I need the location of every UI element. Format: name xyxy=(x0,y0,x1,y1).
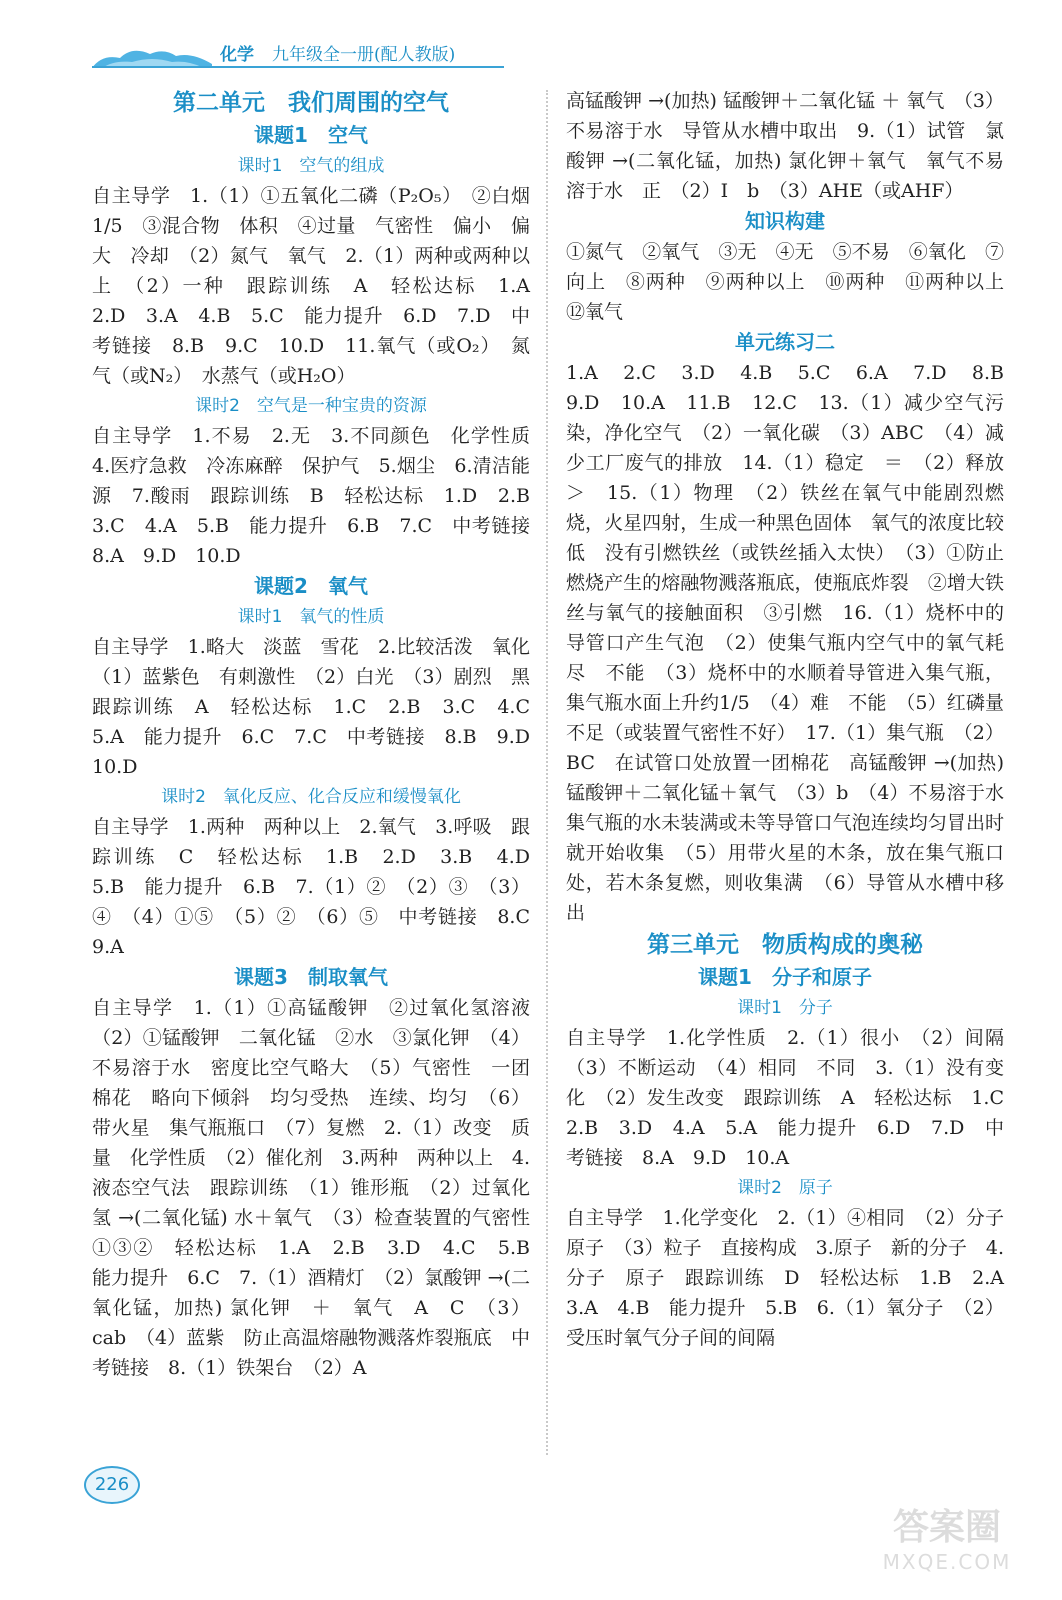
header-text xyxy=(220,40,455,65)
answer-paragraph: 自主导学 1.（1）①高锰酸钾 ②过氧化氢溶液 （2）①锰酸钾 二氧化锰 ②水 ③氯化钾 （4）不易溶于水 密度比空气略大 （5）气密性 一团棉花 略向下倾斜 均匀受热 连续、均匀 （6）带火星 集气瓶瓶口 （7）复燃 2.（1）改变 质量 化学性质 （2）催化剂 3.两种 两种以上 4.液态空气法 跟踪训练 （1）锥形瓶 （2）过氧化氢 →(二氧化锰) 水＋氧气 （3）检查装置的气密性 ①③② 轻松达标 1.A 2.B 3.D 4.C 5.B 能力提升 6.C 7.（1）酒精灯 （2）氯酸钾 →(二氧化锰，加热) 氯化钾 ＋ 氧气 A C （3）cab （4）蓝紫 防止高温熔融物溅落炸裂瓶底 中考链接 8.（1）铁架台 （2）A xyxy=(92,997,550,1379)
watermark-logo xyxy=(862,1506,1032,1586)
answer-paragraph: 自主导学 1.不易 2.无 3.不同颜色 化学性质 4.医疗急救 冷冻麻醉 保护气 5.烟尘 6.清洁能源 7.酸雨 跟踪训练 B 轻松达标 1.D 2.B 3.C 4.A 5.B 能力提升 6.B 7.C 中考链接 8.A 9.D 10.D xyxy=(92,425,550,567)
watermark-brand: 答案圈 xyxy=(892,1507,1001,1548)
answer-paragraph: 1.A 2.C 3.D 4.B 5.C 6.A 7.D 8.B 9.D 10.A 11.B 12.C 13.（1）减少空气污染，净化空气 （2）一氧化碳 （3）ABC （4）减少工厂废气的排放 14.（1）稳定 ＝ （2）释放 ＞ 15.（1）物理 （2）铁丝在氧气中能剧烈燃烧，火星四射，生成一种黑色固体 氧气的浓度比较低 没有引燃铁丝（或铁丝插入太快） （3）①防止燃烧产生的熔融物溅落瓶底，使瓶底炸裂 ②增大铁丝与氧气的接触面积 ③引燃 16.（1）烧杯中的导管口产生气泡 （2）使集气瓶内空气中的氧气耗尽 不能 （3）烧杯中的水顺着导管进入集气瓶，集气瓶水面上升约1/5 （4）难 不能 （5）红磷量不足（或装置气密性不好） 17.（1）集气瓶 （2）BC 在试管口处放置一团棉花 高锰酸钾 →(加热) 锰酸钾＋二氧化锰＋氧气 （3）b （4）不易溶于水 集气瓶的水未装满或未等导管口气泡连续均匀冒出时就开始收集 （5）用带火星的木条，放在集气瓶口处，若木条复燃，则收集满 （6）导管从水槽中移出 xyxy=(566,362,1024,924)
topic-heading: 课题2 氧气 xyxy=(254,574,368,598)
right-column xyxy=(566,86,1024,1353)
answer-paragraph: 自主导学 1.化学性质 2.（1）很小 （2）间隔 （3）不断运动 （4）相同 不同 3.（1）没有变化 （2）发生改变 跟踪训练 A 轻松达标 1.C 2.B 3.D 4.A 5.A 能力提升 6.D 7.D 中考链接 8.A 9.D 10.A xyxy=(566,1027,1024,1169)
answer-paragraph: 自主导学 1.两种 两种以上 2.氧气 3.呼吸 跟踪训练 C 轻松达标 1.B 2.D 3.B 4.D 5.B 能力提升 6.B 7.（1）② （2）③ （3）④ （4）①⑤ （5）② （6）⑤ 中考链接 8.C 9.A xyxy=(92,816,550,958)
subject-label: 化学 xyxy=(220,45,254,65)
lesson-heading: 课时2 氧化反应、化合反应和缓慢氧化 xyxy=(161,787,461,807)
answer-paragraph: 自主导学 1.略大 淡蓝 雪花 2.比较活泼 氧化 （1）蓝紫色 有刺激性 （2）白光 （3）剧烈 黑 跟踪训练 A 轻松达标 1.C 2.B 3.C 4.C 5.A 能力提升 6.C 7.C 中考链接 8.B 9.D 10.D xyxy=(92,636,550,778)
unit-heading: 第三单元 物质构成的奥秘 xyxy=(647,932,923,958)
lesson-heading: 课时2 空气是一种宝贵的资源 xyxy=(195,396,427,416)
topic-heading: 单元练习二 xyxy=(735,330,835,354)
answer-paragraph: 高锰酸钾 →(加热) 锰酸钾＋二氧化锰 ＋ 氧气 （3）不易溶于水 导管从水槽中取出 9.（1）试管 氯酸钾 →(二氧化锰，加热) 氯化钾＋氧气 氧气不易溶于水 正 （2）I b （3）AHE（或AHF） xyxy=(566,90,1004,202)
topic-heading: 课题3 制取氧气 xyxy=(234,965,388,989)
answer-paragraph: 自主导学 1.（1）①五氧化二磷（P₂O₅） ②白烟 1/5 ③混合物 体积 ④过量 气密性 偏小 偏大 冷却 （2）氮气 氧气 2.（1）两种或两种以上 （2）一种 跟踪训练 A 轻松达标 1.A 2.D 3.A 4.B 5.C 能力提升 6.D 7.D 中考链接 8.B 9.C 10.D 11.氧气（或O₂） 氮气（或N₂） 水蒸气（或H₂O） xyxy=(92,185,550,387)
watermark-url: MXQE.COM xyxy=(882,1550,1012,1574)
page-number: 226 xyxy=(84,1466,140,1504)
lesson-heading: 课时1 分子 xyxy=(737,998,833,1018)
unit-heading: 第二单元 我们周围的空气 xyxy=(173,90,449,116)
topic-heading: 课题1 空气 xyxy=(254,123,368,147)
page-header xyxy=(92,38,512,66)
topic-heading: 知识构建 xyxy=(745,209,825,233)
answer-paragraph: ①氮气 ②氧气 ③无 ④无 ⑤不易 ⑥氧化 ⑦向上 ⑧两种 ⑨两种以上 ⑩两种 ⑪两种以上 ⑫氧气 xyxy=(566,241,1024,323)
lesson-heading: 课时1 氧气的性质 xyxy=(237,607,385,627)
answer-paragraph: 自主导学 1.化学变化 2.（1）④相同 （2）分子 原子 （3）粒子 直接构成 3.原子 新的分子 4.分子 原子 跟踪训练 D 轻松达标 1.B 2.A 3.A 4.B 能力提升 5.B 6.（1）氧分子 （2）受压时氧气分子间的间隔 xyxy=(566,1207,1024,1349)
topic-heading: 课题1 分子和原子 xyxy=(698,965,872,989)
book-title: 九年级全一册(配人教版) xyxy=(272,45,456,65)
cloud-banner-icon xyxy=(92,46,212,68)
header-rule xyxy=(92,66,504,68)
left-column xyxy=(92,86,550,1383)
lesson-heading: 课时1 空气的组成 xyxy=(237,156,385,176)
lesson-heading: 课时2 原子 xyxy=(737,1178,833,1198)
